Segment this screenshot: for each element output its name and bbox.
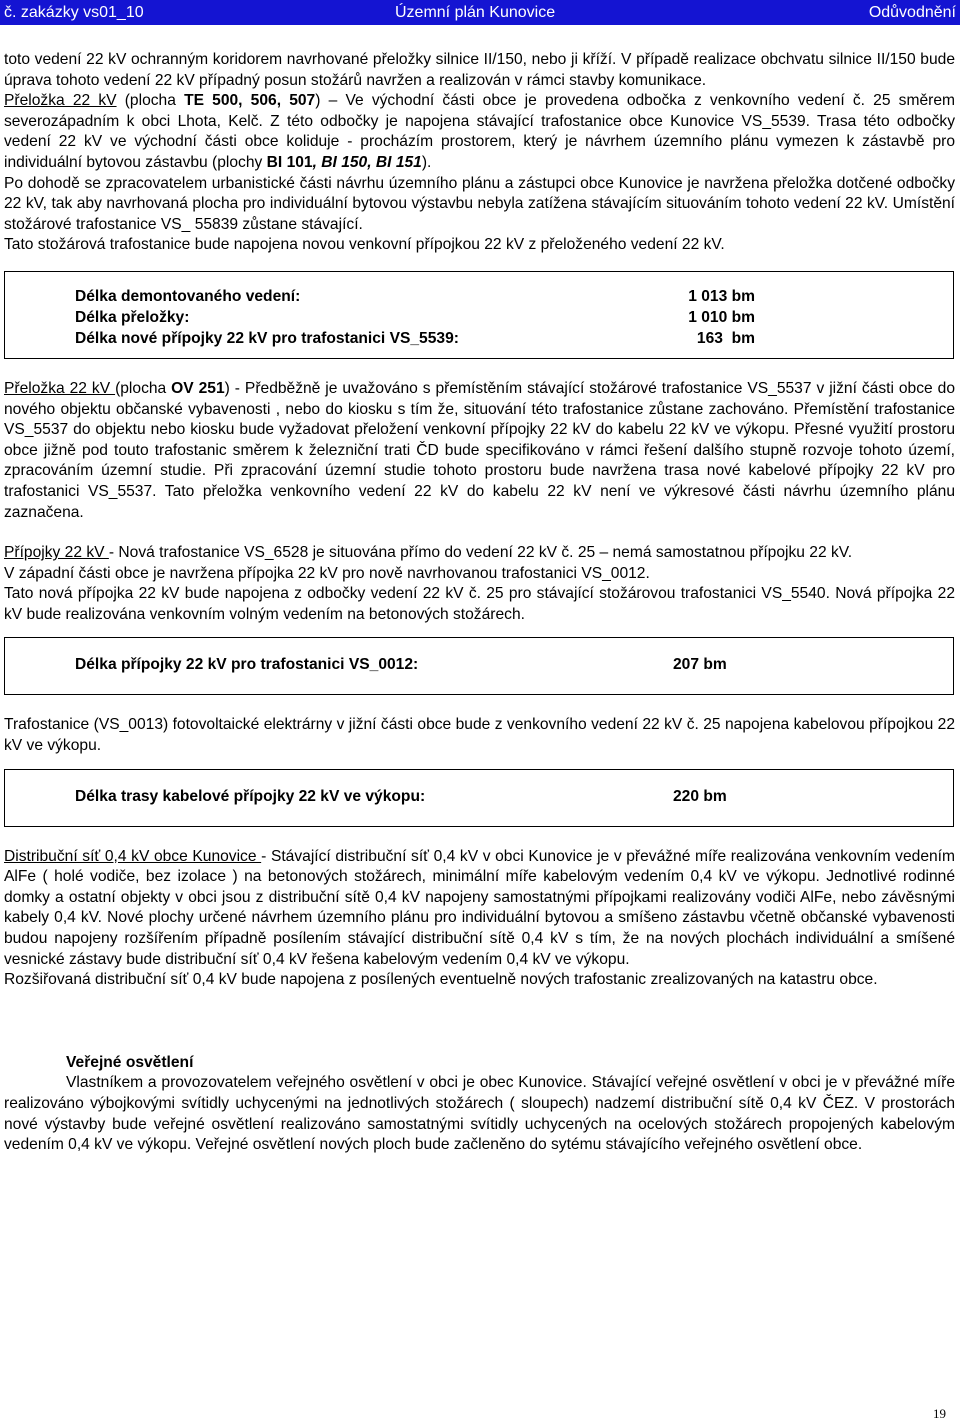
section-title-public-lighting: Veřejné osvětlení xyxy=(66,1053,194,1071)
header-section: Odůvodnění xyxy=(868,4,956,21)
paragraph-8: Tato nová přípojka 22 kV bude napojena z odbočky vedení 22 kV č. 25 pro stávající stožárovou trafostanici VS_5540. Nová přípojka 22 kV bude realizována venkovním volným vedením na betonových stožárech. xyxy=(4,585,955,623)
heading-preložka-ov: Přeložka 22 kV xyxy=(4,379,116,397)
header-document-title: Územní plán Kunovice xyxy=(395,4,556,21)
document-body xyxy=(4,50,955,1156)
header-order-number: č. zakázky vs01_10 xyxy=(4,4,144,21)
heading-preložka-te: Přeložka 22 kV xyxy=(4,92,117,110)
paragraph-7: V západní části obce je navržena přípojka 22 kV pro nově navrhovanou trafostanici VS_0012. xyxy=(4,564,650,582)
paragraph-12: Vlastníkem a provozovatelem veřejného osvětlení v obci je obec Kunovice. Stávající veřejné osvětlení v obci je v převážné míře realizováno výbojkovými svítidly uchycenými na jednotlivých stožárech ( sloupech) nadzemí distribuční sítě 0,4 kV ČEZ. V prostorách nové výstavby bude veřejné osvětlení realizováno samostatnými svítidly uchycených na ocelových stožárech propojených kabelovým vedením 0,4 kV ve výkopu. Veřejné osvětlení nových ploch bude začleněno do sytému stávajícího veřejného osvětlení obce. xyxy=(4,1074,955,1154)
box2-label: Délka přípojky 22 kV pro trafostanici VS_0012: xyxy=(75,656,419,674)
box1-label-1: Délka demontovaného vedení: xyxy=(75,287,301,305)
paragraph-11: Rozšiřovaná distribuční síť 0,4 kV bude napojena z posílených eventuelně nových trafostanic zrealizovaných na katastru obce. xyxy=(4,971,878,989)
box1-value-3: 163 bm xyxy=(696,329,755,347)
paragraph-6: Přípojky 22 kV - Nová trafostanice VS_6528 je situována přímo do vedení 22 kV č. 25 – nemá samostatnou přípojku 22 kV. xyxy=(4,544,853,562)
paragraph-3: Po dohodě se zpracovatelem urbanistické části návrhu územního plánu a zástupci obce Kunovice je navržena přeložka dotčené odbočky 22 kV, tak aby navrhovaná plocha pro individuální bytovou výstavbu nebyla zatížena stávajícím situováním tohoto vedení 22 kV. Umístění stožárové trafostanice VS_ 55839 zůstane stávající. xyxy=(4,174,955,233)
heading-distribucni-sit: Distribuční síť 0,4 kV obce Kunovice xyxy=(4,847,262,865)
box2-value: 207 bm xyxy=(673,656,727,674)
heading-pripojky: Přípojky 22 kV xyxy=(4,544,109,562)
box3-value: 220 bm xyxy=(673,787,727,805)
box1-label-2: Délka přeložky: xyxy=(75,308,190,326)
paragraph-9: Trafostanice (VS_0013) fotovoltaické elektrárny v jižní části obce bude z venkovního vedení 22 kV č. 25 napojena kabelovou přípojkou 22 kV ve výkopu. xyxy=(4,716,955,755)
box1-value-1: 1 013 bm xyxy=(688,287,755,305)
paragraph-10: Distribuční síť 0,4 kV obce Kunovice - Stávající distribuční síť 0,4 kV v obci Kunovice je v převážné míře realizována venkovním vedením AlFe ( holé vodiče, bez izolace ) na betonových stožárech, minimální míře kabelovým vedením 0,4 kV ve výkopu. Jednotlivé rodinné domky a ostatní objekty v obci jsou z distribuční sítě 0,4 kV napojeny samostatnými přípojkami realizovány vodiči AlFe, nebo závěsnými kabely 0,4 kV. Nové plochy určené návrhem územního plánu pro individuální bytovou a smíšeno zástavbu včetně občanské vybavenosti budou napojeny rozšířením případně posílením stávající distribuční sítě 0,4 kV s tím, že na nových plochách individuální a smíšené vesnické zástavy bude distribuční síť 0,4 kV řešena kabelovým vedením 0,4 kV ve výkopu. xyxy=(4,847,955,968)
paragraph-2: Přeložka 22 kV (plocha TE 500, 506, 507) – Ve východní části obce je provedena odbočka z venkovního vedení č. 25 směrem severozápadním k obci Lhota, Kelč. Z této odbočky je napojena stávající trafostanice obce Kunovice VS_5539. Trasa této odbočky vedení 22 kV ve východní části obce koliduje - procházím prostorem, který je návrhem územního plánu vymezen k zástavbě pro individuální bytovou zástavbu (plochy BI 101, BI 150, BI 151). xyxy=(4,92,955,171)
box3-label: Délka trasy kabelové přípojky 22 kV ve výkopu: xyxy=(75,787,426,805)
paragraph-1: toto vedení 22 kV ochranným koridorem navrhované přeložky silnice II/150, nebo ji kříží. V případě realizace obchvatu silnice II/150 bude úprava tohoto vedení 22 kV případný posun stožárů navržen a realizován v rámci stavby komunikace. xyxy=(4,51,955,89)
page-number: 19 xyxy=(933,1406,946,1421)
paragraph-4: Tato stožárová trafostanice bude napojena novou venkovní přípojkou 22 kV z přeloženého vedení 22 kV. xyxy=(4,236,725,254)
lengths-box-3 xyxy=(4,769,954,827)
lengths-box-1 xyxy=(4,271,954,359)
box1-label-3: Délka nové přípojky 22 kV pro trafostanici VS_5539: xyxy=(75,329,459,347)
page-header xyxy=(0,0,960,25)
lengths-box-2 xyxy=(4,637,954,695)
paragraph-5: Přeložka 22 kV (plocha OV 251) - Předběžně je uvažováno s přemístěním stávající stožárové trafostanice VS_5537 v jižní části obce do nového objektu občanské vybavenosti , nebo do kiosku s tím že, situování této trafostanice zůstane zachováno. Přemístění trafostanice VS_5537 do objektu nebo kiosku bude vyžadovat přeložení venkovní přípojky 22 kV do kabelu 22 kV ve výkopu. Přesné využití prostoru obce jižně pod touto trafostanic směrem k železniční trati ČD bude specifikováno v rámci řešení dalšího stupně rozvoje tohoto území, zpracováním územní studie. Při zpracování územní studie tohoto prostoru bude navržena trasa nové kabelové přípojky 22 kV pro trafostanici VS_5537. Tato přeložka venkovního vedení 22 kV do kabelu 22 kV není ve výkresové části návrhu územního plánu zaznačena. xyxy=(4,379,955,521)
box1-value-2: 1 010 bm xyxy=(688,308,755,326)
